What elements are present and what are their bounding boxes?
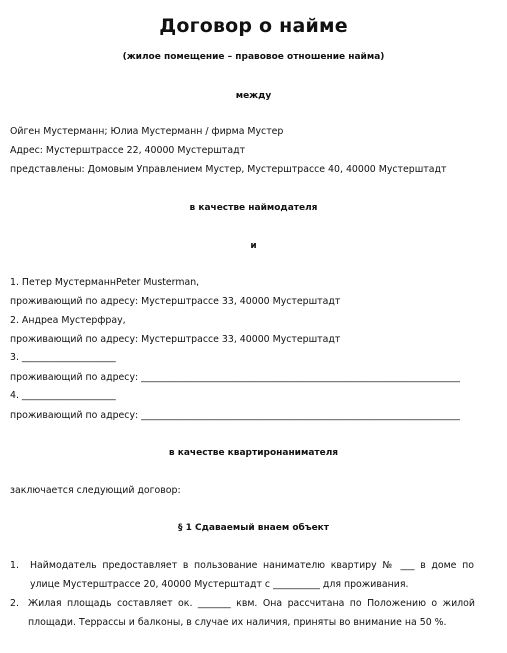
tenant-4-name: 4. ____________________ <box>10 390 116 401</box>
clause-1 <box>30 556 474 594</box>
clause-2-number: 2. <box>10 598 19 609</box>
between-label: между <box>235 91 272 101</box>
concluded-text: заключается следующий договор: <box>10 485 181 496</box>
tenant-role: в качестве квартиронанимателя <box>168 448 339 458</box>
clause-1-line-2: улице Мустерштрассе 20, 40000 Мустерштадт с __________ для проживания. <box>30 579 409 590</box>
and-label: и <box>250 241 257 251</box>
clause-2-line-2: площади. Террассы и балконы, в случае их наличия, приняты во внимание на 50 %. <box>28 617 447 628</box>
document-subtitle: (жилое помещение – правовое отношение найма) <box>122 52 385 62</box>
tenant-2-address: проживающий по адресу: Мустерштрассе 33, 40000 Мустерштадт <box>10 334 341 345</box>
landlord-names: Ойген Мустерманн; Юлиа Мустерманн / фирма Мустер <box>10 126 284 137</box>
tenant-3-address: проживающий по адресу: ____________________________________________________________________ <box>10 372 460 383</box>
tenant-1-name: 1. Петер МустерманнPeter Musterman, <box>10 277 200 288</box>
section-1-title: § 1 Сдаваемый внаем объект <box>177 523 330 533</box>
clause-2 <box>28 594 475 632</box>
clause-1-line-1: Наймодатель предоставляет в пользование нанимателю квартиру № ___ в доме по <box>30 560 474 571</box>
tenant-4-address: проживающий по адресу: ____________________________________________________________________ <box>10 410 460 421</box>
document-title: Договор о найме <box>159 15 348 37</box>
clause-1-number: 1. <box>10 560 19 571</box>
landlord-role: в качестве наймодателя <box>189 203 318 213</box>
landlord-address: Адрес: Мустерштрассе 22, 40000 Мустерштадт <box>10 145 246 156</box>
tenant-3-name: 3. ____________________ <box>10 352 116 363</box>
clause-2-line-1: Жилая площадь составляет ок. _______ квм. Она рассчитана по Положению о жилой <box>28 598 475 609</box>
tenant-1-address: проживающий по адресу: Мустерштрассе 33, 40000 Мустерштадт <box>10 296 341 307</box>
tenant-2-name: 2. Андреа Мустерфрау, <box>10 315 126 326</box>
landlord-represented: представлены: Домовым Управлением Мустер, Мустерштрассе 40, 40000 Мустерштадт <box>10 164 447 175</box>
